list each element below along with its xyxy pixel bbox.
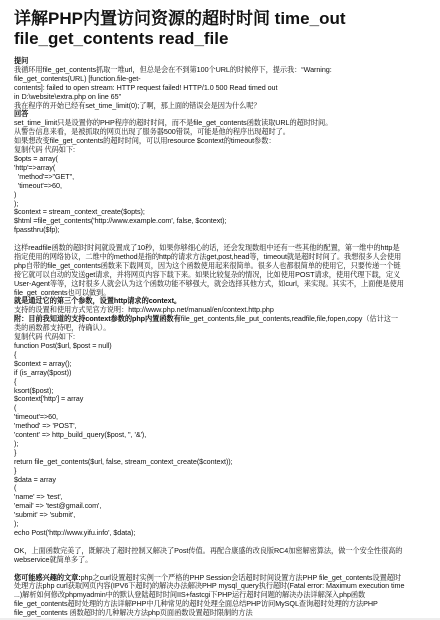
question-line: 我循环用file_get_contents抓取一堆url，但总是会在不到第100个URL的时候停下，提示我：“Warning: [14, 64, 332, 74]
answer-line: set_time_limit只是设置你的PHP程序的超时时间，而不是file_get_contents函数读取URL的超时时间。 [14, 118, 333, 128]
code-line: ( [14, 483, 17, 493]
context-bold-line: 就是通过它的第三个参数，设置http请求的context。 [14, 296, 182, 306]
explanation-paragraph [14, 244, 426, 342]
answer-heading: 回答 [14, 109, 29, 119]
code-line: 'timeout'=>60, [14, 180, 62, 190]
answer-line: 从警告信息来看，是被抓取的网页出现了服务器500错误，可能是他的程序出现超时了。 [14, 127, 290, 137]
conclusion-paragraph [14, 547, 426, 565]
question-section [14, 57, 426, 110]
code-line: $html =file_get_contents('http://www.example.com', false, $context); [14, 216, 227, 226]
question-line: 我在程序的开始已经有set_time_limit(0);了啊，那上面的错误会是因为什么呢？ [14, 100, 261, 110]
appendix-rest: file_get_contents,file_put_contents,readfile,file,fopen,copy（估计这一 [180, 314, 399, 324]
question-line: in D:\website\extra.php on line 65” [14, 91, 121, 101]
code-line: 'method'=>"GET", [14, 171, 75, 181]
code-line: function Post($url, $post = null) [14, 340, 112, 350]
question-heading: 提问 [14, 56, 29, 65]
code-line: return file_get_contents($url, false, stream_context_create($context)); [14, 456, 233, 466]
code-line: 'method' => 'POST', [14, 421, 77, 431]
code-line: { [14, 349, 17, 359]
related-link[interactable]: ...)解析如何修改phpmyadmin中的默认登陆超时时间IIS+fastcgi下PHP运行超时问题的解决办法详解深入php函数 [14, 590, 366, 600]
code-line: } [14, 465, 17, 475]
paragraph-line: 这样readfile函数的超时时间就设置成了10秒，如果你够细心的话，还会发现数组中还有一些其他的配置，第一维中的http是 [14, 243, 400, 253]
code-line: fpassthru($fp); [14, 225, 60, 235]
code-line: 'submit' => 'submit', [14, 510, 76, 520]
paragraph-line: file_get_contents也可以做到。 [14, 287, 111, 297]
code-line: 'email' => 'test@gmail.com', [14, 501, 102, 511]
copy-code-label-2[interactable]: 复制代码 代码如下: [14, 332, 75, 342]
code-line: if (is_array($post)) [14, 367, 72, 377]
code-line: $context = stream_context_create($opts); [14, 207, 145, 217]
question-line: contents]: failed to open stream: HTTP request failed! HTTP/1.0 500 Read timed out [14, 82, 278, 92]
code-line: 'content' => http_build_query($post, '', '&'), [14, 430, 147, 440]
support-line: 支持的设置和使用方式见官方说明：http://www.php.net/manual/en/context.http.php [14, 305, 274, 315]
paragraph-line: 指定使用的网络协议，二维中的method是指的http的请求方法get,post,head等，timeout就是超时时间了。我想很多人会使用 [14, 251, 402, 261]
related-articles [14, 574, 426, 619]
code-line: $data = array [14, 474, 56, 484]
code-line: 'timeout'=>60, [14, 412, 59, 422]
document-title [14, 9, 426, 49]
code-line: { [14, 376, 17, 386]
paragraph-line: php自带的file_get_contents函数来下载网页，因为这个函数使用起来很简单。很多人也都很简单的使用它，只要传递一个链 [14, 260, 401, 270]
title-line-2: file_get_contents read_file [14, 29, 229, 48]
related-link[interactable]: file_get_contents超时处理的方法详解PHP中几种常见的超时处理全面总结PHP访问MySQL查询超时处理的方法PHP [14, 599, 378, 609]
related-heading: 您可能感兴趣的文章: [14, 572, 81, 582]
code-line: ); [14, 438, 19, 448]
code-line: $context = array(); [14, 358, 72, 368]
answer-line: 如果想改变file_get_contents的超时时间，可以用resource $context的timeout参数： [14, 136, 276, 146]
appendix-line-2: 类的函数都支持吧，待确认）。 [14, 323, 111, 333]
paragraph-line: OK，上面函数完美了，既解决了超时控制又解决了Post传值。再配合康盛的改良版RC4加密解密算法，做一个安全性很高的 [14, 545, 403, 555]
paragraph-line: 接它就可以自动的发送get请求，并将网页内容下载下来。如果比较复杂的情况，比如使用POST请求，使用代理下载，定义 [14, 269, 401, 279]
copy-code-label[interactable]: 复制代码 代码如下: [14, 145, 75, 155]
title-line-1: 详解PHP内置访问资源的超时时间 time_out [14, 9, 346, 28]
answer-section [14, 110, 426, 155]
code-line: $opts = array( [14, 153, 58, 163]
code-line: ) [14, 189, 17, 199]
question-line: file_get_contents(URL) [function.file-get- [14, 73, 141, 83]
code-line: ); [14, 519, 19, 529]
code-line: ksort($post); [14, 385, 54, 395]
code-line: echo Post('http://www.yifu.info', $data); [14, 528, 136, 538]
code-block-2 [14, 342, 426, 538]
code-line: 'name' => 'test', [14, 492, 63, 502]
code-line: ( [14, 403, 17, 413]
paragraph-line: User-Agent等等，这时很多人就会认为这个函数功能不够强大，就会选择其他方式，如curl，来实现。其实不，上面便是使用 [14, 278, 404, 288]
related-link[interactable]: php之curl设置超时实例一个严格的PHP Session会话超时时间设置方法PHP file_get_contents设置超时 [80, 572, 402, 582]
code-line: ); [14, 198, 19, 208]
code-line: 'http'=>array( [14, 162, 56, 172]
code-block-1 [14, 155, 426, 235]
appendix-bold: 附：目前我知道的支持context参数的php内置函数有 [14, 314, 181, 324]
code-line: } [14, 447, 17, 457]
code-line: $context['http'] = array [14, 394, 84, 404]
related-link[interactable]: 处理方法php curl获取网页内容(IPV6下超时)的解决办法解决PHP mysql_query执行超时(Fatal error: Maximum execution time [14, 581, 405, 591]
paragraph-line: webservice就简单多了。 [14, 554, 93, 564]
related-link[interactable]: file_get_contents 函数超时的几种解决方法php页面函数设置超时限制的方法 [14, 608, 253, 618]
